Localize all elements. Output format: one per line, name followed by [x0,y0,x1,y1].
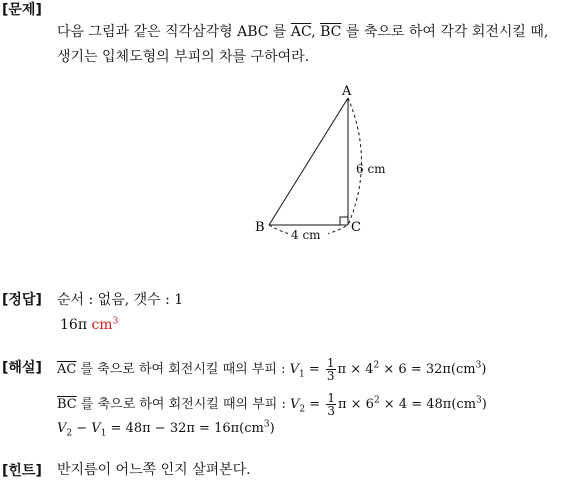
hint-text: 반지름이 어느쪽 인지 살펴본다. [57,462,251,478]
solution-1-exp2: 3 [475,360,482,371]
solution-2-fraction [326,392,336,417]
triangle-figure [240,80,386,250]
solution-2-end: ) [481,397,487,412]
solution-2-sub: 2 [299,404,306,415]
solution-1-var: V [289,362,299,377]
solution-2-exp2: 3 [476,395,482,406]
answer-label: [정답] [2,292,42,308]
problem-text-b: , [311,24,321,40]
answer-line-1: 순서 : 없음, 갯수 : 1 [57,292,184,308]
solution-3-exp: 3 [263,419,270,430]
solution-1-rest: π × 4 [337,362,374,377]
solution-1-axis: $\overline{AC}$ [57,362,77,377]
solution-2-den: 3 [327,404,335,418]
solution-3-sub2: 2 [66,428,73,439]
problem-line-2: 생기는 입체도형의 부피의 차를 구하여라. [57,49,310,65]
answer-unit-text: cm [91,317,113,333]
solution-2-text: 를 축으로 하여 회전시킬 때의 부피 : [76,397,291,412]
side-bc-length: 4 cm [291,228,321,242]
solution-1-end: ) [481,362,487,377]
solution-line-2 [57,392,487,417]
solution-1-text: 를 축으로 하여 회전시킬 때의 부피 : [76,362,290,377]
solution-1-rest2: × 6 = 32π(cm [379,362,476,377]
solution-2-rest2: × 4 = 48π(cm [379,397,477,412]
solution-2-exp: 2 [373,395,380,406]
solution-label: [해설] [2,360,42,376]
vertex-c-label: C [351,220,361,235]
solution-line-3 [57,419,275,439]
solution-2-var: V [290,397,300,412]
solution-2-axis: $\overline{BC}$ [57,397,77,412]
solution-1-num: 1 [326,356,335,370]
right-angle-marker [340,217,348,225]
answer-unit-exp: 3 [112,316,119,327]
answer-value [60,315,118,335]
side-ac-length: 6 cm [356,162,386,176]
hint-label: [힌트] [2,463,42,479]
segment-bc: $\overline{BC}$ [320,24,342,40]
solution-2-num: 1 [327,391,335,405]
solution-1-fraction [326,357,336,382]
answer-value-main: 16π [60,317,92,333]
problem-label: [문제] [2,2,42,18]
solution-3-minus: − [72,421,92,436]
vertex-b-label: B [255,220,265,235]
problem-line-1 [57,22,548,42]
solution-3-v2: V [57,421,67,436]
answer-unit [91,317,118,333]
problem-text-c: 를 축으로 하여 각각 회전시킬 때, [341,24,549,40]
solution-1-den: 3 [326,369,335,383]
solution-2-rest: π × 6 [337,397,374,412]
solution-1-exp: 2 [373,360,380,371]
solution-1-eq: = [304,362,324,377]
solution-1-sub: 1 [299,369,305,380]
problem-text-a: 다음 그림과 같은 직각삼각형 ABC 를 [57,24,291,40]
solution-3-end: ) [269,421,275,436]
side-ab-line [269,98,348,225]
vertex-a-label: A [342,84,352,99]
solution-3-v1: V [91,421,101,436]
segment-ac: $\overline{AC}$ [290,24,312,40]
solution-3-sub1: 1 [100,428,107,439]
solution-line-1 [57,357,486,382]
solution-2-eq: = [305,397,325,412]
solution-3-rest: = 48π − 32π = 16π(cm [106,421,264,436]
